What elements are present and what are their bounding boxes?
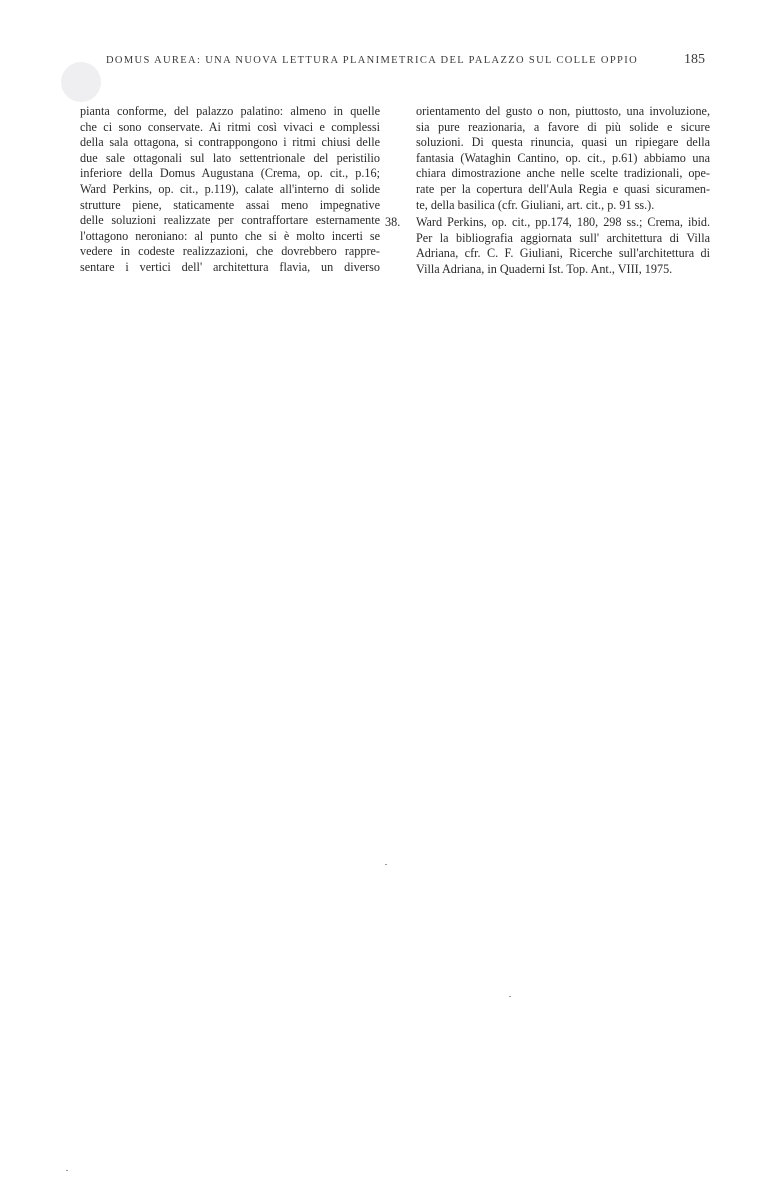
left-column: [80, 104, 380, 276]
footnote-38: [385, 215, 710, 277]
text-line: chiara dimostrazione anche nelle scelte tradizionali, ope-: [416, 166, 710, 181]
scan-speck: [385, 864, 387, 865]
text-line: fantasia (Wataghin Cantino, op. cit., p.61) abbiamo una: [416, 150, 710, 165]
text-line: orientamento del gusto o non, piuttosto, una involuzione,: [416, 104, 710, 118]
footnote-line: Villa Adriana, in Quaderni Ist. Top. Ant., VIII, 1975.: [416, 261, 673, 276]
punch-hole-mark: [61, 62, 101, 102]
text-line: della sala ottagona, si contrappongono i ritmi chiusi delle: [80, 135, 380, 150]
text-line: inferiore della Domus Augustana (Crema, op. cit., p.16;: [80, 166, 380, 181]
text-line: sentare i vertici dell' architettura flavia, un diverso: [80, 259, 380, 274]
text-line: Ward Perkins, op. cit., p.119), calate all'interno di solide: [80, 181, 380, 196]
footnote-line: Per la bibliografia aggiornata sull' architettura di Villa: [416, 230, 710, 245]
scan-speck: [509, 996, 511, 997]
running-head: DOMUS AUREA: UNA NUOVA LETTURA PLANIMETRICA DEL PALAZZO SUL COLLE OPPIO: [106, 55, 639, 66]
text-line: delle soluzioni realizzate per contraffortare esternamente: [80, 213, 380, 228]
text-line: rate per la copertura dell'Aula Regia e quasi sicuramen-: [416, 181, 710, 196]
text-line: che ci sono conservate. Ai ritmi così vivaci e complessi: [80, 119, 380, 134]
right-column: [385, 104, 710, 278]
text-line: due sale ottagonali sul lato settentrionale del peristilio: [80, 150, 380, 165]
text-line: te, della basilica (cfr. Giuliani, art. cit., p. 91 ss.).: [416, 197, 655, 212]
footnote-number: 38.: [385, 215, 401, 230]
text-line: l'ottagono neroniano: al punto che si è molto incerti se: [80, 228, 380, 243]
footnote-line: Adriana, cfr. C. F. Giuliani, Ricerche sull'architettura di: [416, 246, 710, 261]
text-line: sia pure reazionaria, a favore di più solide e sicure: [416, 119, 710, 134]
footnote-line: Ward Perkins, op. cit., pp.174, 180, 298 ss.; Crema, ibid.: [416, 215, 710, 230]
page-number: 185: [684, 52, 705, 67]
text-line: soluzioni. Di questa rinuncia, quasi un ripiegare della: [416, 135, 710, 150]
text-line: strutture piene, staticamente assai meno impegnative: [80, 197, 380, 212]
text-line: vedere in codeste realizzazioni, che dovrebbero rappre-: [80, 244, 380, 259]
scan-speck: [66, 1170, 68, 1171]
text-line: pianta conforme, del palazzo palatino: almeno in quelle: [80, 104, 380, 118]
